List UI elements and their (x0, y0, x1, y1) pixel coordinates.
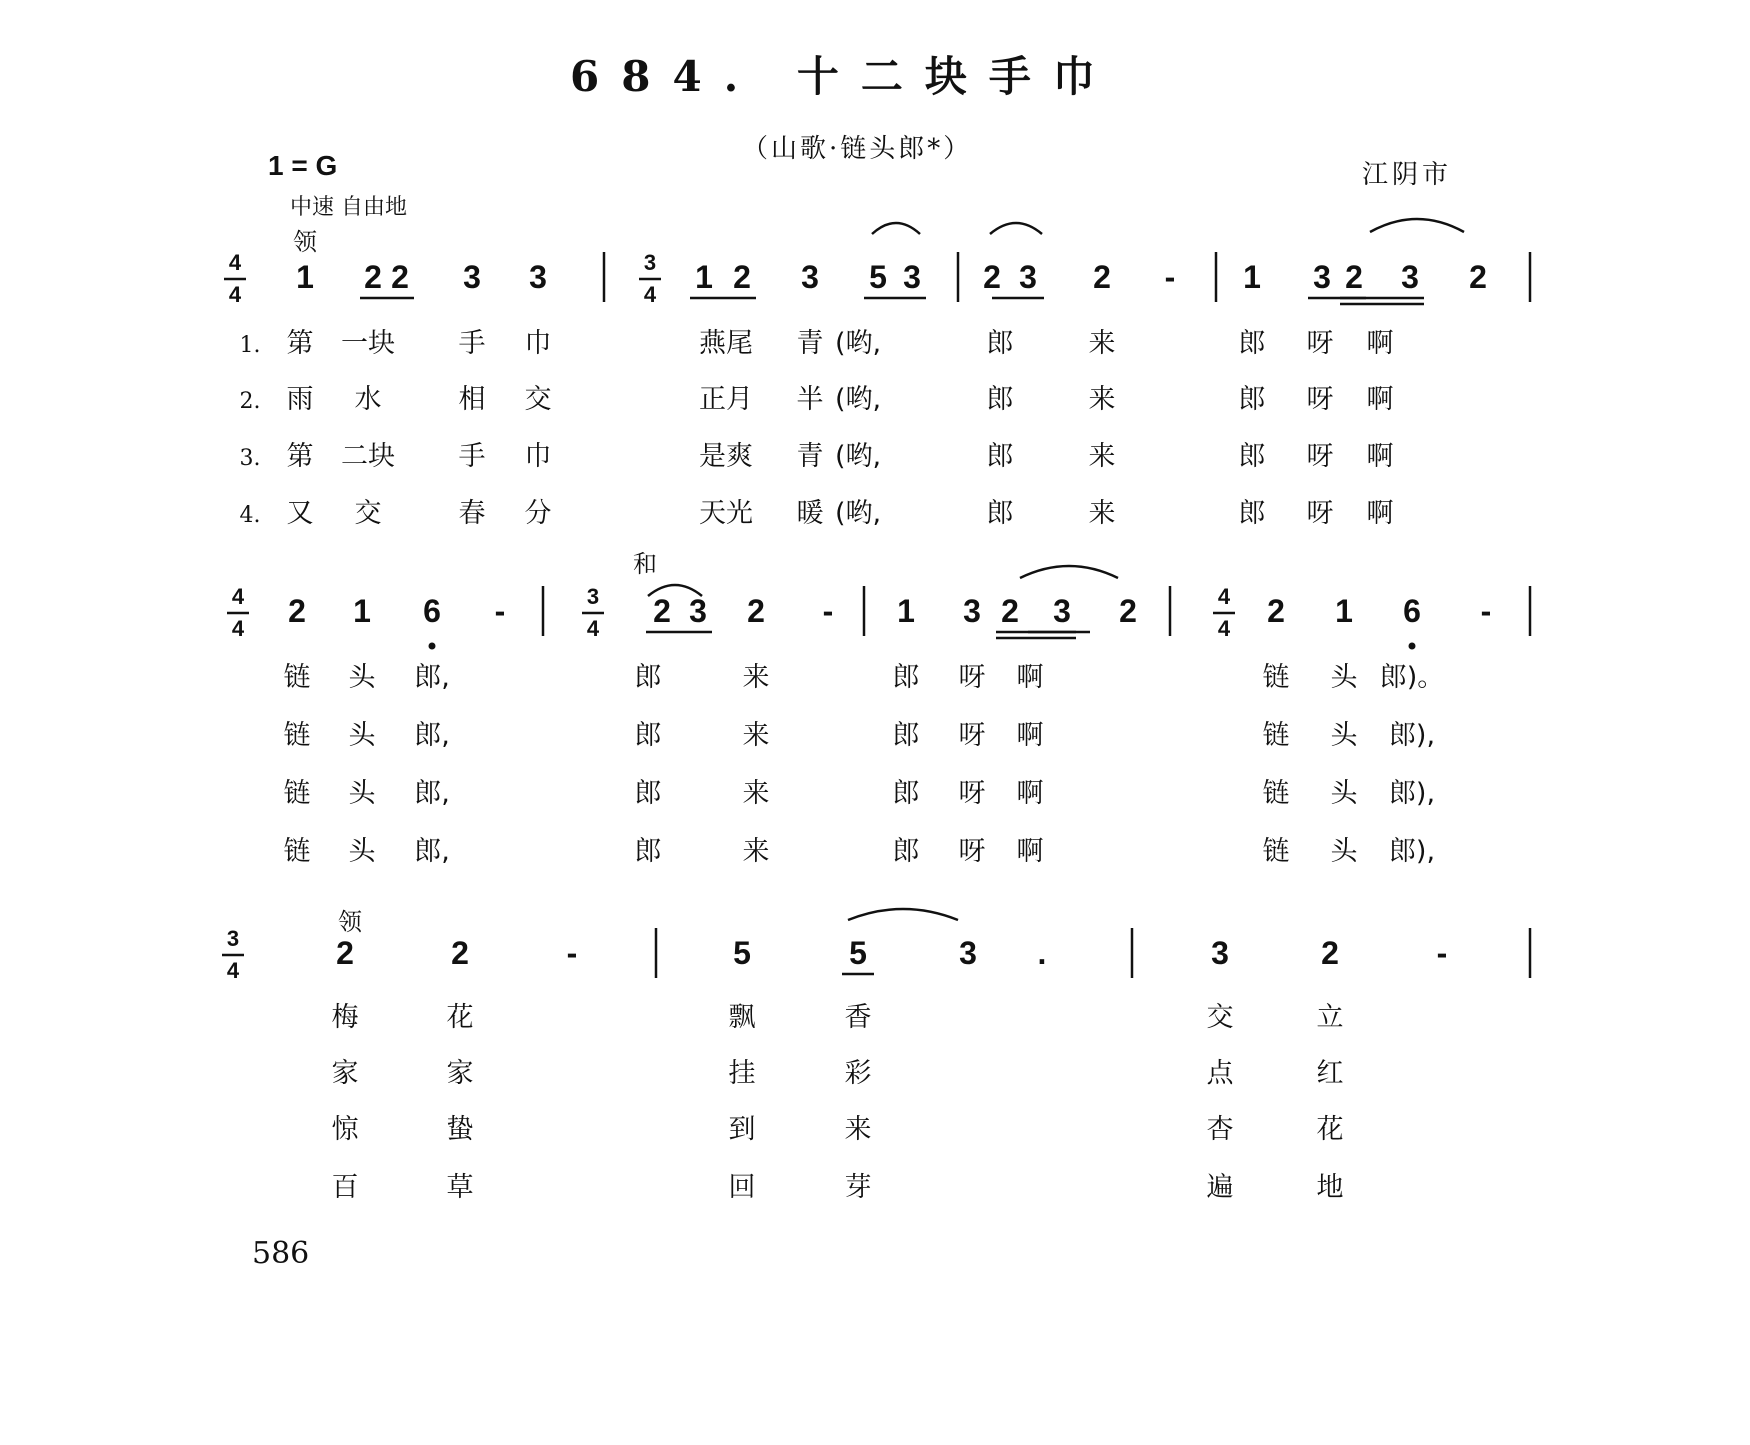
jianpu-note: 1 (695, 259, 713, 295)
lyric-syllable: 交 (354, 498, 382, 529)
jianpu-note: 2 (336, 935, 354, 971)
slur (848, 909, 958, 920)
lyric-syllable: 交 (524, 384, 552, 415)
lyric-syllable: 郎 (986, 441, 1014, 472)
key-signature: 1 = G (268, 150, 338, 181)
lyric-syllable: 呀 (1306, 384, 1334, 415)
lyric-syllable: 郎)。 (1379, 662, 1445, 693)
lyric-syllable: (哟, (834, 498, 882, 529)
time-signature-numerator: 3 (226, 926, 240, 951)
lyric-syllable: 链 (1262, 778, 1290, 809)
lyric-syllable: 是爽 (699, 441, 753, 472)
jianpu-note: 3 (1211, 935, 1229, 971)
lyric-syllable: 呀 (958, 836, 986, 867)
dash-rest: - (822, 593, 834, 629)
lyric-syllable: 啊 (1366, 498, 1394, 529)
lyric-syllable: 第 (286, 441, 314, 472)
jianpu-note: 2 (364, 259, 382, 295)
lyric-syllable: 家 (331, 1058, 359, 1089)
lyric-syllable: 啊 (1016, 720, 1044, 751)
jianpu-note: 3 (903, 259, 921, 295)
lyric-syllable: 二块 (341, 441, 395, 472)
lyric-syllable: 地 (1316, 1172, 1344, 1203)
lyric-syllable: 郎), (1388, 836, 1436, 867)
jianpu-note: 2 (1345, 259, 1363, 295)
lyric-syllable: (哟, (834, 441, 882, 472)
jianpu-note: 2 (391, 259, 409, 295)
jianpu-note: 1 (296, 259, 314, 295)
lyric-syllable: 啊 (1016, 778, 1044, 809)
lyric-syllable: 链 (1262, 662, 1290, 693)
lyric-syllable: 来 (742, 720, 770, 751)
lyric-syllable: 郎 (1238, 498, 1266, 529)
jianpu-note: 3 (1401, 259, 1419, 295)
lyric-syllable: 郎), (1388, 778, 1436, 809)
time-signature-denominator: 4 (231, 616, 245, 641)
lyric-syllable: 彩 (844, 1058, 872, 1089)
lyric-syllable: 分 (524, 498, 552, 529)
lyric-syllable: 郎 (634, 720, 662, 751)
lyric-syllable: 百 (331, 1172, 359, 1203)
lyric-syllable: 郎 (892, 836, 920, 867)
dash-rest: - (1164, 259, 1176, 295)
lyric-syllable: 巾 (524, 328, 552, 359)
time-signature-denominator: 4 (226, 958, 240, 983)
dash-rest: - (494, 593, 506, 629)
lyric-syllable: 来 (742, 778, 770, 809)
jianpu-note: 2 (1321, 935, 1339, 971)
time-signature-numerator: 3 (586, 584, 600, 609)
jianpu-note: . (1037, 935, 1047, 971)
time-signature-numerator: 4 (231, 584, 245, 609)
lyric-syllable: 头 (1330, 662, 1358, 693)
time-signature-numerator: 4 (1217, 584, 1231, 609)
lyric-syllable: 暖 (796, 498, 824, 529)
jianpu-note: 3 (959, 935, 977, 971)
jianpu-note: 6 (1403, 593, 1421, 629)
lyric-syllable: 头 (1330, 720, 1358, 751)
lyric-syllable: 郎 (1238, 384, 1266, 415)
jianpu-note: 2 (1093, 259, 1111, 295)
lyric-syllable: 芽 (844, 1172, 872, 1203)
lyric-syllable: 呀 (1306, 328, 1334, 359)
lyric-syllable: 来 (742, 662, 770, 693)
time-signature-numerator: 4 (228, 250, 242, 275)
lyric-syllable: 半 (796, 384, 824, 415)
lyric-syllable: 头 (348, 836, 376, 867)
lyric-syllable: 郎 (892, 720, 920, 751)
origin-place: 江阴市 (1362, 160, 1453, 190)
jianpu-note: 3 (963, 593, 981, 629)
lyric-syllable: 来 (1088, 384, 1116, 415)
dash-rest: - (1436, 935, 1448, 971)
lyric-syllable: (哟, (834, 384, 882, 415)
lyric-syllable: 啊 (1016, 836, 1044, 867)
lyric-syllable: 花 (1316, 1114, 1344, 1145)
lyric-syllable: 天光 (699, 498, 753, 529)
lyric-syllable: 雨 (286, 384, 314, 415)
lyric-syllable: 郎, (414, 836, 450, 867)
lyric-syllable: 链 (283, 720, 311, 751)
slur (990, 223, 1042, 234)
lyric-syllable: 点 (1206, 1058, 1234, 1089)
song-title: 684. 十二块手巾 (570, 52, 1117, 101)
verse-number: 3. (239, 446, 261, 471)
lyric-syllable: 来 (844, 1114, 872, 1145)
jianpu-note: 2 (733, 259, 751, 295)
lyric-syllable: 遍 (1206, 1172, 1234, 1203)
dash-rest: - (566, 935, 578, 971)
lyric-syllable: 蛰 (446, 1114, 474, 1145)
lyric-syllable: 头 (1330, 836, 1358, 867)
lyric-syllable: 啊 (1366, 384, 1394, 415)
jianpu-note: 3 (1019, 259, 1037, 295)
time-signature-denominator: 4 (1217, 616, 1231, 641)
lyric-syllable: 来 (1088, 498, 1116, 529)
lyric-syllable: 郎), (1388, 720, 1436, 751)
lyric-syllable: 家 (446, 1058, 474, 1089)
lyric-syllable: 链 (283, 778, 311, 809)
jianpu-note: 2 (747, 593, 765, 629)
low-octave-dot (1409, 643, 1416, 650)
slur (872, 223, 920, 234)
lyric-syllable: 郎 (1238, 328, 1266, 359)
lyric-syllable: 梅 (331, 1002, 359, 1033)
lyric-syllable: 青 (796, 328, 824, 359)
jianpu-note: 3 (463, 259, 481, 295)
part-mark: 领 (338, 908, 362, 936)
jianpu-note: 3 (1053, 593, 1071, 629)
time-signature-numerator: 3 (643, 250, 657, 275)
lyric-syllable: 立 (1316, 1002, 1344, 1033)
song-subtitle: （山歌·链头郎*） (742, 134, 973, 164)
jianpu-note: 5 (849, 935, 867, 971)
jianpu-note: 2 (1267, 593, 1285, 629)
lyric-syllable: 红 (1316, 1058, 1344, 1089)
lyric-syllable: 头 (348, 720, 376, 751)
lyric-syllable: 呀 (958, 778, 986, 809)
lyric-syllable: 花 (446, 1002, 474, 1033)
lyric-syllable: 郎 (634, 662, 662, 693)
time-signature-denominator: 4 (643, 282, 657, 307)
page-number: 586 (252, 1236, 310, 1271)
time-signature-denominator: 4 (228, 282, 242, 307)
jianpu-note: 2 (1469, 259, 1487, 295)
jianpu-note: 1 (1243, 259, 1261, 295)
lyric-syllable: 第 (286, 328, 314, 359)
lyric-syllable: 正月 (699, 384, 753, 415)
lyric-syllable: 郎 (634, 778, 662, 809)
verse-number: 4. (239, 503, 261, 528)
lyric-syllable: 郎, (414, 778, 450, 809)
lyric-syllable: 呀 (958, 662, 986, 693)
lyric-syllable: 燕尾 (699, 328, 753, 359)
lyric-syllable: 郎 (892, 778, 920, 809)
lyric-syllable: 杏 (1206, 1114, 1234, 1145)
lyric-syllable: 啊 (1016, 662, 1044, 693)
lyric-syllable: 郎 (892, 662, 920, 693)
time-signature-denominator: 4 (586, 616, 600, 641)
lyric-syllable: 回 (728, 1172, 756, 1203)
jianpu-note: 5 (869, 259, 887, 295)
part-mark: 领 (293, 228, 317, 256)
lyric-syllable: 呀 (958, 720, 986, 751)
lyric-syllable: 链 (1262, 720, 1290, 751)
jianpu-note: 3 (1313, 259, 1331, 295)
jianpu-note: 2 (983, 259, 1001, 295)
lyric-syllable: 又 (286, 498, 314, 529)
lyric-syllable: 郎 (1238, 441, 1266, 472)
slur (1020, 566, 1118, 578)
part-mark: 和 (633, 550, 657, 578)
jianpu-note: 3 (801, 259, 819, 295)
lyric-syllable: 青 (796, 441, 824, 472)
jianpu-note: 1 (897, 593, 915, 629)
jianpu-note: 2 (1001, 593, 1019, 629)
lyric-syllable: 相 (458, 384, 486, 415)
jianpu-note: 2 (288, 593, 306, 629)
lyric-syllable: 啊 (1366, 441, 1394, 472)
lyric-syllable: 呀 (1306, 441, 1334, 472)
lyric-syllable: 到 (728, 1114, 756, 1145)
lyric-syllable: 郎 (634, 836, 662, 867)
tempo-marking: 中速 自由地 (290, 195, 407, 220)
lyric-syllable: 头 (1330, 778, 1358, 809)
jianpu-note: 3 (529, 259, 547, 295)
jianpu-note: 2 (451, 935, 469, 971)
jianpu-note: 3 (689, 593, 707, 629)
dash-rest: - (1480, 593, 1492, 629)
lyric-syllable: 来 (1088, 328, 1116, 359)
lyric-syllable: 一块 (341, 328, 395, 359)
lyric-syllable: 链 (1262, 836, 1290, 867)
lyric-syllable: 草 (446, 1172, 474, 1203)
lyric-syllable: 来 (1088, 441, 1116, 472)
lyric-syllable: 水 (354, 384, 382, 415)
lyric-syllable: 来 (742, 836, 770, 867)
low-octave-dot (429, 643, 436, 650)
jianpu-note: 5 (733, 935, 751, 971)
lyric-syllable: 呀 (1306, 498, 1334, 529)
jianpu-note: 2 (653, 593, 671, 629)
lyric-syllable: 头 (348, 662, 376, 693)
lyric-syllable: 香 (844, 1002, 872, 1033)
verse-number: 1. (239, 333, 261, 358)
lyric-syllable: 春 (458, 498, 486, 529)
lyric-syllable: 手 (458, 328, 486, 359)
jianpu-note: 1 (1335, 593, 1353, 629)
lyric-syllable: 手 (458, 441, 486, 472)
lyric-syllable: 链 (283, 836, 311, 867)
verse-number: 2. (239, 389, 261, 414)
lyric-syllable: 头 (348, 778, 376, 809)
slur (1370, 219, 1464, 232)
lyric-syllable: 啊 (1366, 328, 1394, 359)
lyric-syllable: 飘 (728, 1002, 756, 1033)
lyric-syllable: 郎 (986, 384, 1014, 415)
lyric-syllable: 惊 (331, 1114, 359, 1145)
lyric-syllable: 郎, (414, 720, 450, 751)
jianpu-note: 6 (423, 593, 441, 629)
lyric-syllable: 郎 (986, 328, 1014, 359)
jianpu-note: 1 (353, 593, 371, 629)
lyric-syllable: 交 (1206, 1002, 1234, 1033)
lyric-syllable: 郎 (986, 498, 1014, 529)
lyric-syllable: 挂 (728, 1058, 756, 1089)
jianpu-note: 2 (1119, 593, 1137, 629)
lyric-syllable: 巾 (524, 441, 552, 472)
lyric-syllable: 郎, (414, 662, 450, 693)
lyric-syllable: 链 (283, 662, 311, 693)
lyric-syllable: (哟, (834, 328, 882, 359)
